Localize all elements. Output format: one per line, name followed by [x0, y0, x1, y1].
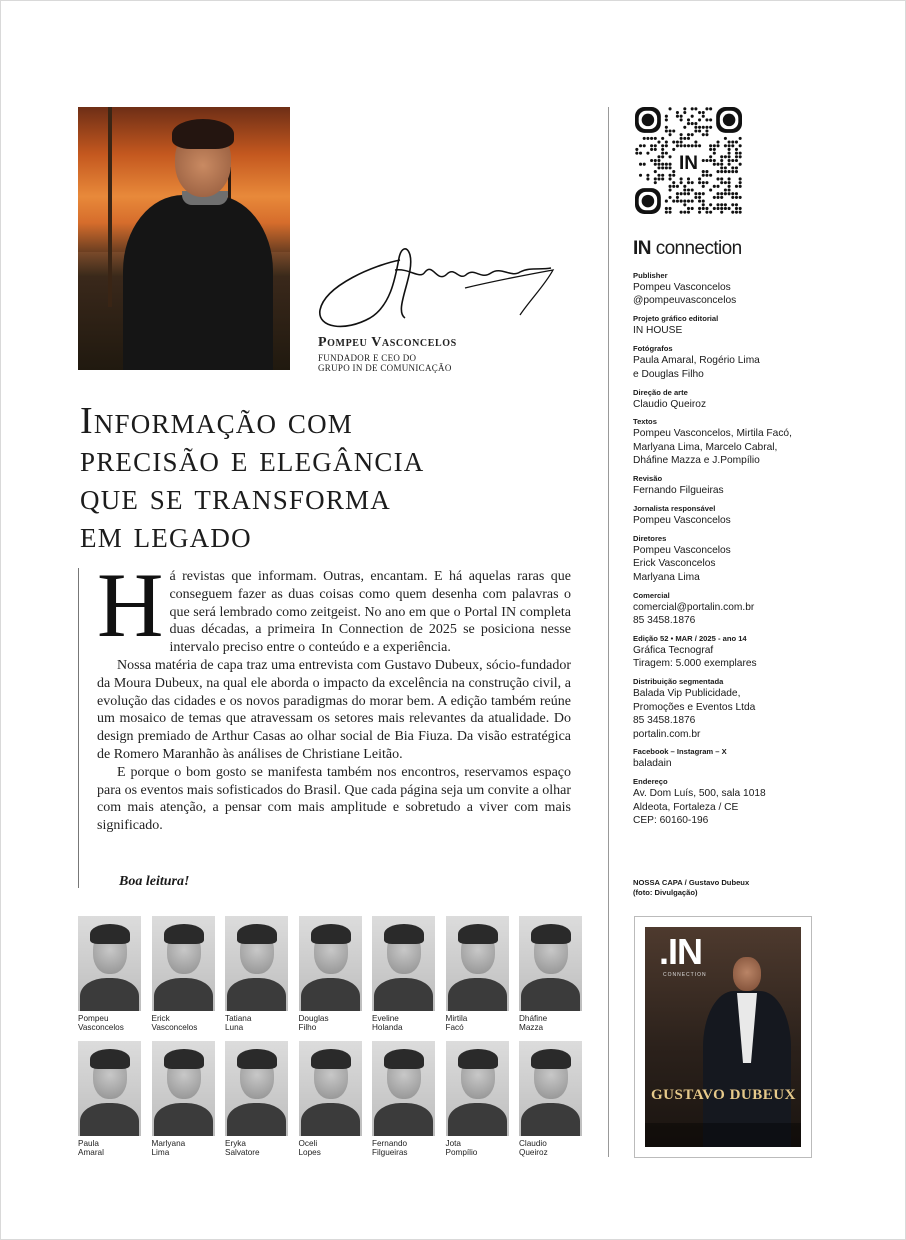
team-member — [152, 916, 215, 1032]
credit-entry — [633, 677, 833, 741]
team-member — [78, 1041, 141, 1157]
credit-value: Balada Vip Publicidade, Promoções e Eventos Ltda 85 3458.1876 portalin.com.br — [633, 688, 756, 740]
credit-label: Jornalista responsável — [633, 504, 716, 514]
credit-entry — [633, 591, 833, 628]
team-member-photo — [225, 916, 288, 1011]
team-member — [299, 1041, 362, 1157]
credit-value: Pompeu Vasconcelos @pompeuvasconcelos — [633, 282, 737, 307]
credit-value: Pompeu Vasconcelos, Mirtila Facó, Marlyana Lima, Marcelo Cabral, Dháfine Mazza e J.Pompílio — [633, 428, 792, 467]
credit-label: Revisão — [633, 474, 663, 484]
credit-value: Pompeu Vasconcelos Erick Vasconcelos Marlyana Lima — [633, 544, 731, 583]
team-member-name: Oceli Lopes — [298, 1139, 321, 1157]
credit-label: Publisher — [633, 271, 668, 280]
credit-entry — [633, 634, 833, 671]
team-member — [372, 1041, 435, 1157]
cover-image — [645, 927, 801, 1147]
team-member-photo — [299, 916, 362, 1011]
team-member-name: Douglas Filho — [298, 1014, 329, 1032]
team-member — [519, 1041, 582, 1157]
article-paragraph — [97, 554, 571, 657]
credit-entry — [633, 504, 833, 527]
headline-line: em legado — [80, 514, 252, 556]
credit-entry — [633, 747, 833, 770]
credit-entry — [633, 388, 833, 411]
credit-label: Endereço — [633, 777, 668, 787]
team-member — [446, 916, 509, 1032]
team-member — [372, 916, 435, 1032]
team-member-photo — [78, 916, 141, 1011]
credit-value: comercial@portalin.com.br 85 3458.1876 — [633, 601, 755, 627]
credit-value: Fernando Filgueiras — [633, 485, 724, 497]
credit-entry — [633, 777, 833, 827]
editorial-headline — [80, 402, 600, 554]
team-member — [225, 916, 288, 1032]
credit-value: Paula Amaral, Rogério Lima e Douglas Filho — [633, 355, 760, 380]
credit-entry — [633, 314, 833, 337]
founder-signature — [315, 240, 560, 335]
signoff: Boa leitura! — [119, 874, 190, 889]
credit-value: IN HOUSE — [633, 325, 683, 337]
article-body — [97, 554, 571, 835]
credit-label: Direção de arte — [633, 387, 688, 397]
team-member-photo — [446, 916, 509, 1011]
masthead-credits — [633, 271, 833, 834]
cover-logo-sub: CONNECTION — [663, 972, 707, 978]
credit-value: Claudio Queiroz — [633, 398, 707, 410]
credit-label: Comercial — [633, 590, 670, 600]
founder-photo — [78, 107, 290, 370]
team-member-photo — [225, 1041, 288, 1136]
credit-value: Av. Dom Luís, 500, sala 1018 Aldeota, Fortaleza / CE CEP: 60160-196 — [633, 788, 766, 827]
qr-code — [635, 107, 742, 214]
team-member-name: Pompeu Vasconcelos — [78, 1014, 124, 1032]
credit-entry — [633, 534, 833, 584]
brand-bold: IN — [633, 238, 651, 259]
headline-line: que se transforma — [80, 476, 391, 518]
team-member-photo — [446, 1041, 509, 1136]
credit-entry — [633, 474, 833, 497]
team-member-name: Paula Amaral — [78, 1139, 104, 1157]
credit-label: Distribuição segmentada — [633, 677, 724, 687]
credit-label: Facebook – Instagram – X — [633, 747, 727, 757]
team-member-name: Dháfine Mazza — [519, 1014, 548, 1032]
brand-logo — [633, 238, 742, 260]
credit-label: Diretores — [633, 533, 667, 543]
credit-value: Gráfica Tecnograf Tiragem: 5.000 exemplares — [633, 645, 757, 670]
team-member-name: Eryka Salvatore — [225, 1139, 260, 1157]
team-member-name: Erick Vasconcelos — [151, 1014, 198, 1032]
cover-caption: NOSSA CAPA / Gustavo Dubeux (foto: Divulgação) — [633, 878, 750, 897]
drop-cap: H — [97, 554, 164, 656]
team-member-photo — [372, 1041, 435, 1136]
team-member — [225, 1041, 288, 1157]
cover-logo: .IN — [659, 931, 703, 972]
headline-line: Informação com — [80, 400, 354, 442]
column-divider — [608, 107, 609, 1157]
team-member-photo — [519, 916, 582, 1011]
founder-name: Pompeu Vasconcelos — [318, 335, 457, 350]
team-member-name: Mirtila Facó — [445, 1014, 468, 1032]
team-member-photo — [299, 1041, 362, 1136]
magazine-cover-thumbnail — [634, 916, 812, 1158]
team-member-photo — [152, 916, 215, 1011]
paragraph-text: á revistas que informam. Outras, encantam. E há aquelas raras que conseguem fazer as duas coisas como quem desenha com palavras o que será lembrado como zeitgeist. No ano em que o Portal IN completa duas décadas, a primeira In Connection de 2025 se posiciona nesse intervalo preciso entre o conteúdo e a experiência. — [169, 569, 571, 656]
credit-entry — [633, 417, 833, 467]
team-member-name: Tatiana Luna — [225, 1014, 252, 1032]
team-member — [519, 916, 582, 1032]
credit-label: Fotógrafos — [633, 344, 673, 354]
team-member-photo — [519, 1041, 582, 1136]
headline-line: precisão e elegância — [80, 438, 425, 480]
team-member — [78, 916, 141, 1032]
qr-logo-text: IN — [679, 153, 698, 174]
team-member-name: Fernando Filgueiras — [372, 1139, 408, 1157]
founder-role: FUNDADOR E CEO DO GRUPO IN DE COMUNICAÇÃO — [318, 353, 452, 373]
article-paragraph: E porque o bom gosto se manifesta também nos encontros, reservamos espaço para os eventos mais sofisticados do Brasil. Que cada página seja um convite a olhar com mais atenção, a pensar com mais amplitude e sobretudo a viver com mais significado. — [97, 764, 571, 834]
team-member-name: Marlyana Lima — [151, 1139, 186, 1157]
credit-value: Pompeu Vasconcelos — [633, 515, 731, 527]
editorial-article — [78, 554, 571, 889]
credit-entry — [633, 271, 833, 308]
team-member — [152, 1041, 215, 1157]
credit-value: baladain — [633, 758, 672, 770]
team-member-name: Claudio Queiroz — [519, 1139, 548, 1157]
team-member — [446, 1041, 509, 1157]
credit-label: Edição 52 • MAR / 2025 - ano 14 — [633, 634, 747, 643]
team-member-photo — [372, 916, 435, 1011]
cover-title: GUSTAVO DUBEUX — [651, 1087, 796, 1103]
credit-label: Textos — [633, 417, 657, 427]
brand-rest: connection — [655, 238, 742, 259]
team-member-photo — [78, 1041, 141, 1136]
team-member-photo — [152, 1041, 215, 1136]
article-paragraph: Nossa matéria de capa traz uma entrevista com Gustavo Dubeux, sócio-fundador da Moura Dubeux, na qual ele aborda o impacto da excelência na construção civil, a evolução das cidades e os novos paradigmas do morar bem. A edição também reúne um mosaico de temas que atravessam os setores mais relevantes da atualidade. Do design premiado de Arthur Casas ao olhar social de Bia Fiuza. Da visão estratégica de Romero Maranhão às análises de Christiane Leitão. — [97, 657, 571, 762]
credit-entry — [633, 344, 833, 381]
team-member-name: Jota Pompílio — [445, 1139, 478, 1157]
team-member — [299, 916, 362, 1032]
team-member-name: Eveline Holanda — [372, 1014, 403, 1032]
credit-label: Projeto gráfico editorial — [633, 314, 719, 324]
